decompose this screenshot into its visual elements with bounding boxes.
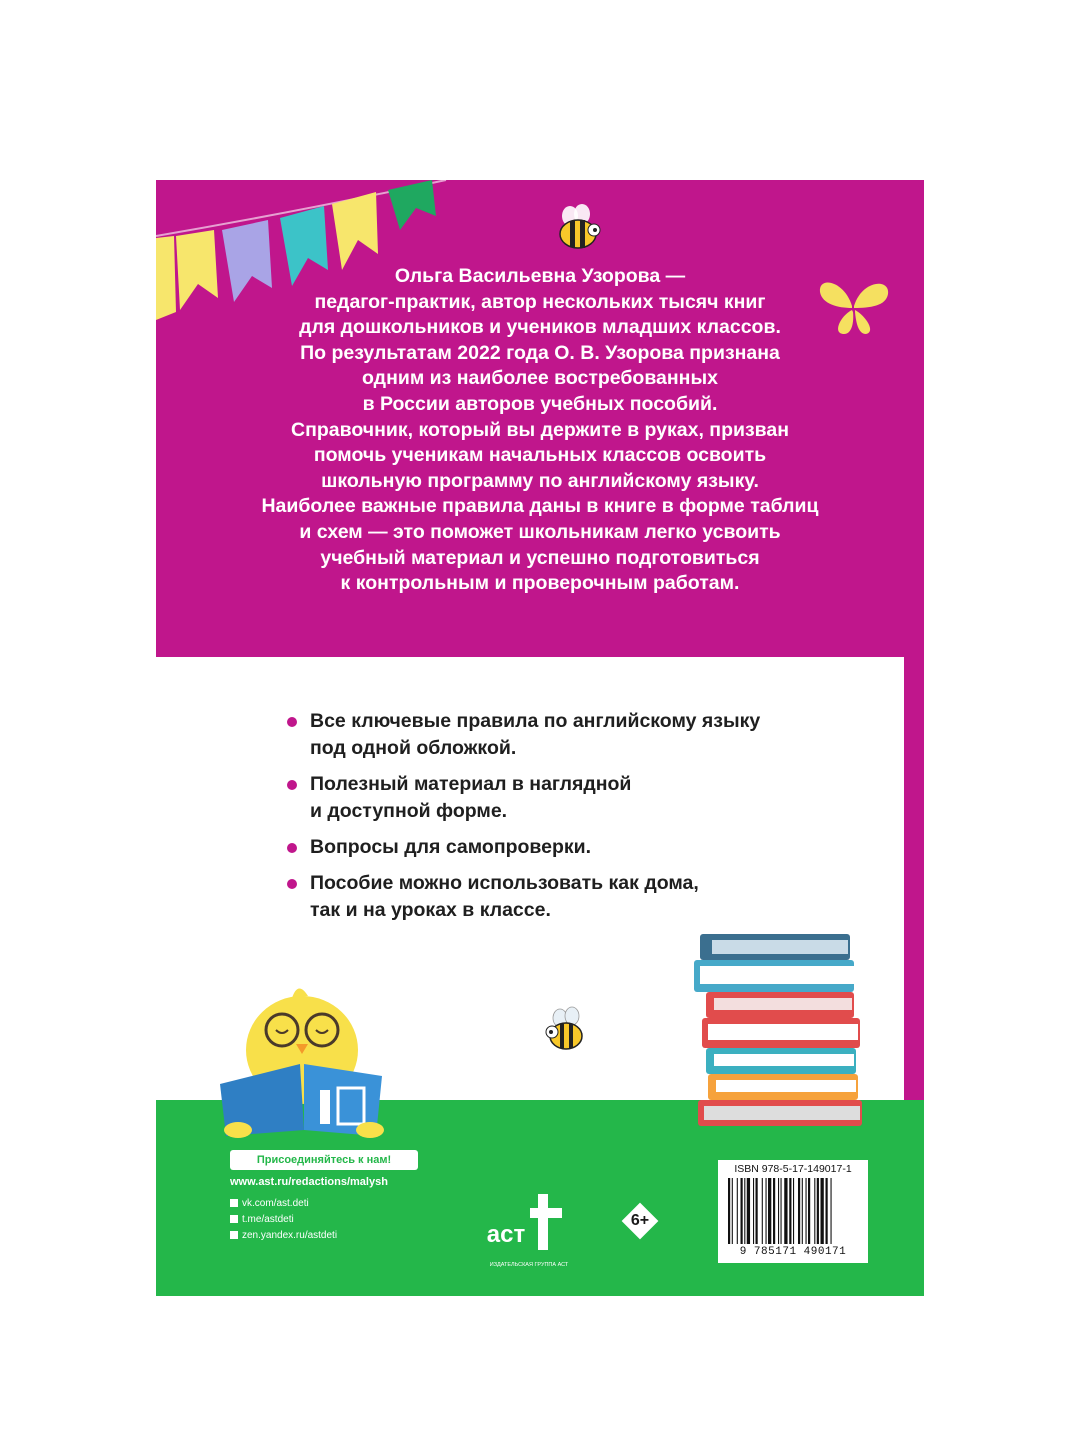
author-description (156, 264, 924, 597)
bee-illustration (554, 204, 608, 254)
barcode-bars (726, 1178, 860, 1244)
social-link-text: zen.yandex.ru/astdeti (242, 1230, 338, 1241)
about-line: и схем — это поможет школьникам легко усвоить (299, 520, 781, 543)
social-link-text: t.me/astdeti (242, 1214, 294, 1225)
telegram-icon (230, 1215, 238, 1223)
social-link-text: vk.com/ast.deti (242, 1198, 309, 1209)
vk-icon (230, 1199, 238, 1207)
about-line: По результатам 2022 года О. В. Узорова признана (300, 341, 780, 364)
about-line: педагог-практик, автор нескольких тысяч книг (314, 290, 766, 313)
about-line: помочь ученикам начальных классов освоить (313, 444, 767, 467)
small-bee-illustration (538, 1006, 594, 1056)
about-line: в России авторов учебных пособий. (362, 392, 718, 415)
join-us-label: Присоединяйтесь к нам! (230, 1150, 418, 1170)
feature-item (284, 834, 844, 861)
about-line: для дошкольников и учеников младших классов. (299, 316, 781, 339)
about-line: учебный материал и успешно подготовиться (320, 546, 760, 569)
social-link-zen[interactable] (230, 1230, 337, 1241)
about-line: Ольга Васильевна Узорова — (394, 265, 686, 287)
barcode (718, 1160, 868, 1263)
social-link-telegram[interactable] (230, 1214, 294, 1225)
about-line: Справочник, который вы держите в руках, призван (290, 418, 790, 441)
barcode-digits: 9 785171 490171 (739, 1246, 847, 1258)
ast-publisher-logo (480, 1190, 580, 1260)
feature-item (284, 771, 844, 825)
about-line: одним из наиболее востребованных (362, 367, 718, 390)
feature-text: Полезный материал в наглядной (310, 773, 632, 795)
book-stack-illustration (694, 930, 866, 1130)
social-link-vk[interactable] (230, 1198, 309, 1209)
book-back-cover (156, 180, 924, 1296)
about-line: школьную программу по английскому языку. (321, 469, 759, 492)
zen-icon (230, 1231, 238, 1239)
website-link[interactable]: www.ast.ru/redactions/malysh (230, 1176, 388, 1188)
feature-list (284, 708, 844, 933)
feature-text: Вопросы для самопроверки. (310, 836, 592, 858)
feature-text: Все ключевые правила по английскому языку (310, 710, 761, 732)
feature-item (284, 870, 844, 924)
isbn-number: ISBN 978-5-17-149017-1 (734, 1163, 852, 1175)
feature-text: под одной обложкой. (310, 737, 517, 759)
feature-text: Пособие можно использовать как дома, (310, 872, 699, 894)
publisher-logo-text: аст (486, 1221, 526, 1248)
feature-item (284, 708, 844, 762)
publisher-label: ИЗДАТЕЛЬСКАЯ ГРУППА АСТ (489, 1262, 569, 1268)
about-line: к контрольным и проверочным работам. (340, 572, 740, 595)
chick-reading-illustration (216, 980, 396, 1140)
feature-text: так и на уроках в классе. (310, 899, 551, 921)
feature-text: и доступной форме. (310, 800, 508, 822)
about-line: Наиболее важные правила даны в книге в форме таблиц (261, 495, 819, 518)
age-rating: 6+ (630, 1212, 650, 1229)
